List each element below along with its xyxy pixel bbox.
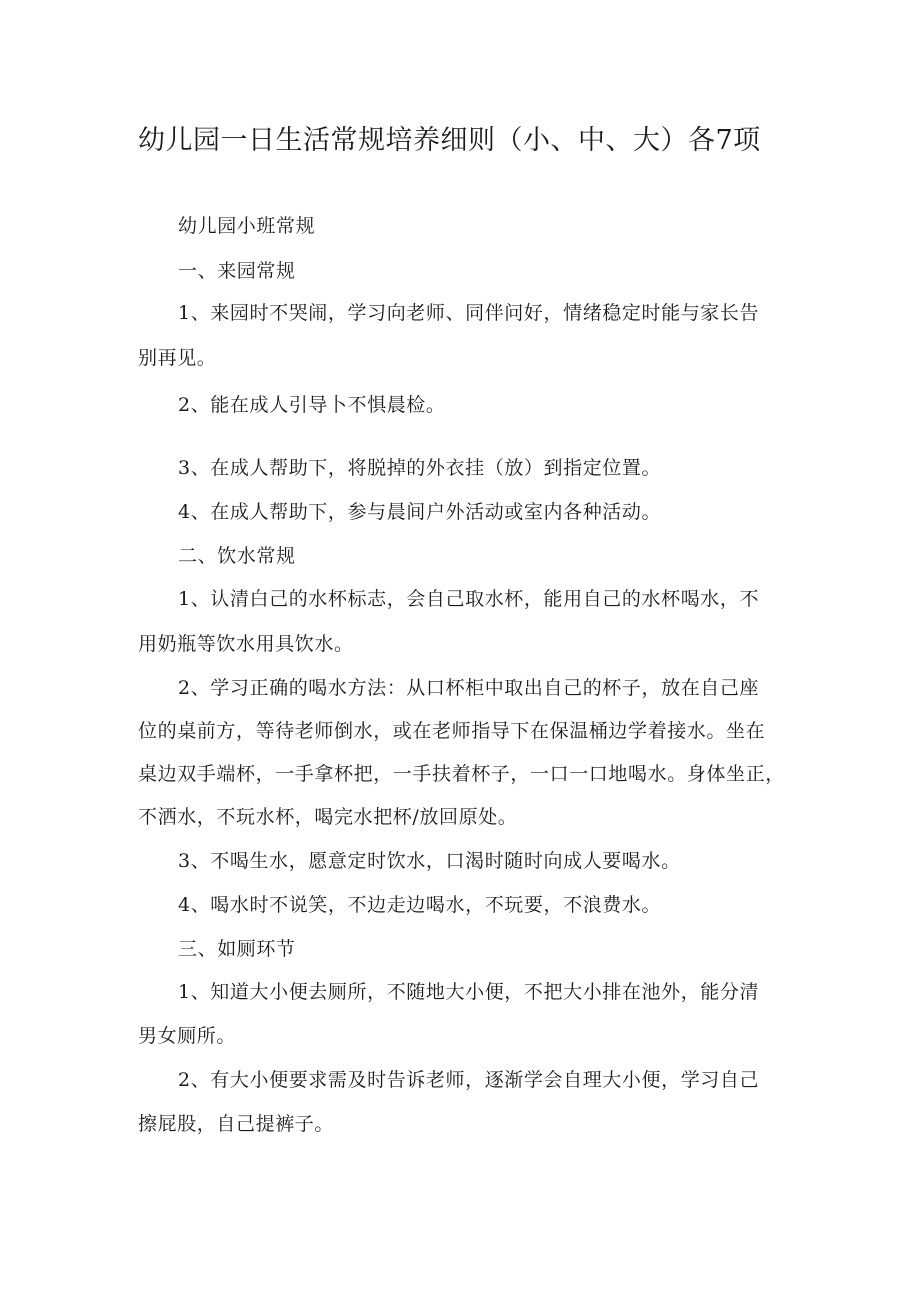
item-line: 4、喝水时不说笑，不边走边喝水，不玩要，不浪费水。 <box>178 894 662 916</box>
item-line: 3、在成人帮助下，将脱掉的外衣挂（放）到指定位置。 <box>178 457 662 479</box>
item-line: 用奶瓶等饮水用具饮水。 <box>138 633 354 655</box>
item-line: 桌边双手端杯，一手拿杯把，一手扶着杯子，一口一口地喝水。身体坐正， <box>138 763 785 785</box>
item-line: 1、知道大小便去厕所，不随地大小便，不把大小排在池外，能分清 <box>178 981 760 1003</box>
item-line: 3、不喝生水，愿意定时饮水，口渴时随时向成人要喝水。 <box>178 850 681 872</box>
section-heading: 三、如厕环节 <box>178 938 296 960</box>
item-line: 2、学习正确的喝水方法：从口杯柜中取出自己的杯子，放在自己座 <box>178 677 760 699</box>
item-line: 不洒水，不玩水杯，喝完水把杯/放回原处。 <box>138 806 518 828</box>
item-line: 2、能在成人引导卜不惧晨检。 <box>178 394 446 416</box>
section-heading: 二、饮水常规 <box>178 545 296 567</box>
item-line: 别再见。 <box>138 347 217 369</box>
item-line: 位的桌前方，等待老师倒水，或在老师指导下在保温桶边学着接水。坐在 <box>138 720 766 742</box>
item-line: 2、有大小便要求需及时告诉老师，逐渐学会自理大小便，学习自己 <box>178 1069 760 1091</box>
document-title: 幼儿园一日生活常规培养细则（小、中、大）各7项 <box>138 125 761 156</box>
item-line: 1、来园时不哭闹，学习向老师、同伴问好，情绪稳定时能与家长告 <box>178 302 760 324</box>
item-line: 4、在成人帮助下，参与晨间户外活动或室内各种活动。 <box>178 501 662 523</box>
item-line: 擦屁股，自己提裤子。 <box>138 1113 335 1135</box>
item-line: 1、认清白己的水杯标志，会自己取水杯，能用自己的水杯喝水，不 <box>178 588 760 610</box>
class-heading: 幼儿园小班常规 <box>178 215 316 237</box>
section-heading: 一、来园常规 <box>178 260 296 282</box>
item-line: 男女厕所。 <box>138 1025 237 1047</box>
